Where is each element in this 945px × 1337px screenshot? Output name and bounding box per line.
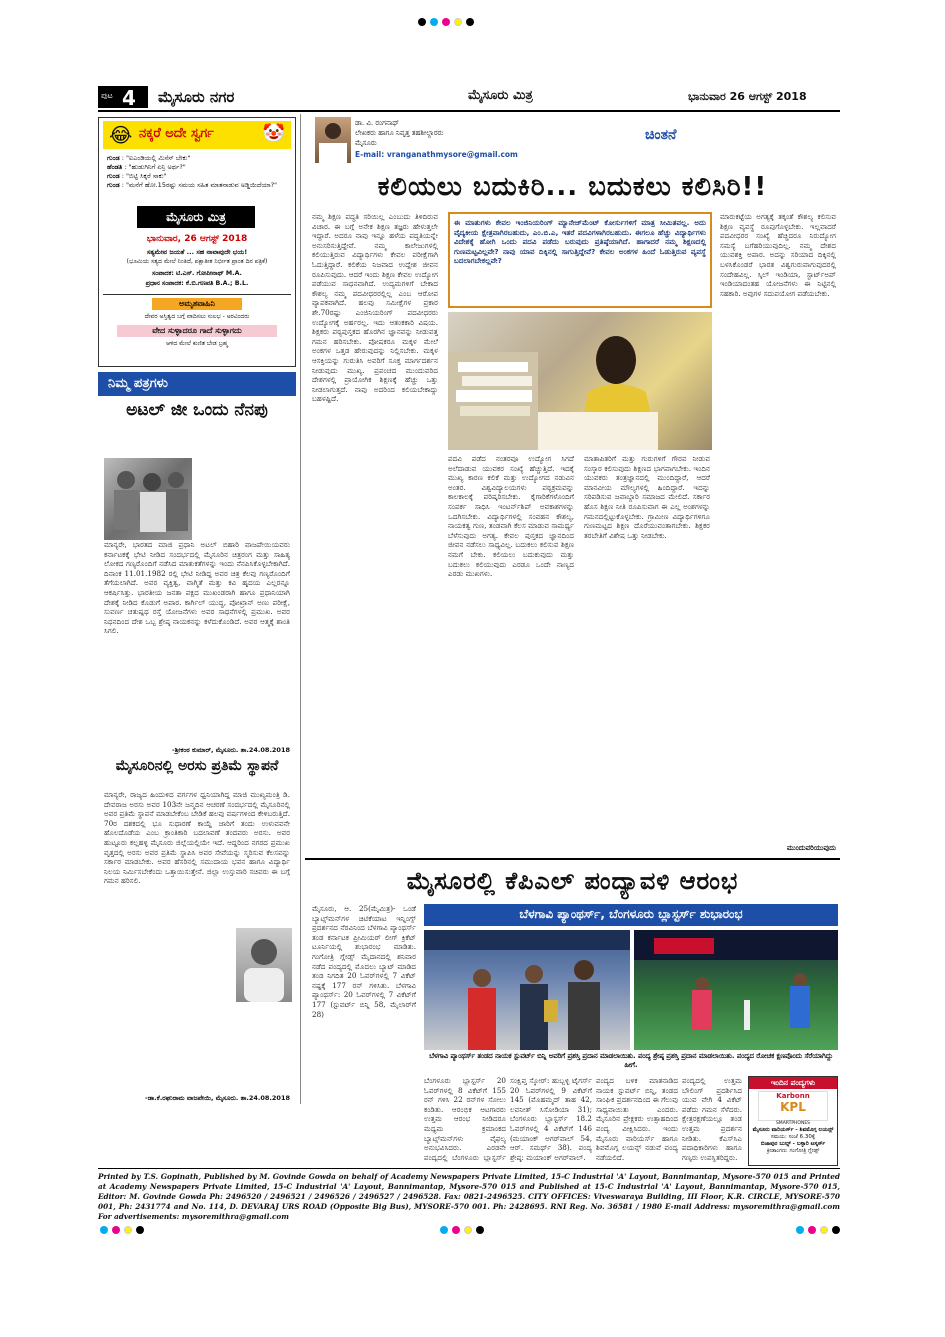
issue-date: ಭಾನುವಾರ 26 ಆಗಸ್ಟ್ 2018 (688, 90, 807, 103)
continued-label: ಮುಂದುವರಿಯುವುದು (786, 844, 836, 852)
humor-line: ಹೆಂಡತಿ : "ಹುಡುಗಿನಿಗೆ ಏನ್ರಿ ಅರ್ಥ?" (107, 163, 186, 171)
student-studying-photo-icon (448, 312, 712, 450)
date-line: ಭಾನುವಾರ, 26 ಆಗಸ್ಟ್ 2018 (146, 234, 248, 244)
editor-line: ಸಂಪಾದಕ: ಟಿ.ಎಸ್. ಗೋಪೀನಾಥ್ M.A. (152, 270, 242, 277)
portrait-icon (236, 928, 292, 1002)
page-number: 4 (122, 86, 136, 110)
amruta-line2: ಆಳಿದ ಮೇಲೆ ಕುಣಿತ ಬೇಡ ಬ್ರಹ್ಮ (166, 340, 228, 347)
kpl-subheadline-band: ಬೆಳಗಾವಿ ಪ್ಯಾಂಥರ್ಸ್, ಬೆಂಗಳೂರು ಬ್ಲಾಸ್ಟರ್ಸ್ ಶುಭಾರಂಭ (424, 904, 838, 926)
study-photo (448, 312, 712, 450)
section-title: ಮೈಸೂರು ನಗರ (158, 88, 235, 106)
match-1: ಮೈಸೂರು ವಾರಿಯರ್ಸ್ - ಶಿವಮೊಗ್ಗ ಲಯನ್ಸ್ (752, 1127, 834, 1133)
kpl-col3: ಸಂಕ್ಷಿಪ್ತ ಸ್ಕೋರ್: ಹುಬ್ಬಳ್ಳಿ ಟೈಗರ್ಸ್ 20 ಓವರ್‌ಗಳಲ್ಲಿ 9 ವಿಕೆಟ್‌ಗೆ 145 (ಮೊಹಮ್ಮದ್ ತಾಹ 42, ಲವನೀತ್ ಸಿಸೋಡಿಯಾ 31); ಬೆಂಗಳೂರು ಬ್ಲಾಸ್ಟರ್ಸ್ 18.2 ಓವರ್‌ಗಳಲ್ಲಿ 4 ವಿಕೆಟ್‌ಗೆ 146 (ಮಯಾಂಕ್ ಅಗರ್‌ವಾಲ್ 54, ಆರ್. ಸಮರ್ಥ್ 38). ಪಂದ್ಯ ಶ್ರೇಷ್ಠ: ಮಯಾಂಕ್ ಅಗರ್‌ವಾಲ್. (510, 1076, 592, 1162)
sponsor-logo (758, 1091, 828, 1121)
match-2: ಬಿಜಾಪುರ ಬುಲ್ಸ್ - ಬಳ್ಳಾರಿ ಟಸ್ಕರ್ಸ್ (760, 1141, 826, 1147)
column-divider (300, 114, 301, 1104)
humor-lines (107, 154, 291, 190)
laugh-emoji-icon: 😂 (109, 123, 133, 147)
amruta-title2: ವೇದ ಸುಳ್ಳಾದರೂ ಗಾದೆ ಸುಳ್ಳಾಗದು (117, 325, 277, 337)
humor-box (98, 117, 296, 367)
author-email[interactable]: E-mail: vranganathmysore@gmail.com (355, 150, 518, 159)
award-photo (424, 930, 630, 1050)
humor-title: ನಕ್ಕರೆ ಅದೇ ಸ್ವರ್ಗ (139, 126, 214, 141)
masthead (98, 86, 840, 108)
page-number-box (98, 86, 148, 108)
humor-title-bar (103, 121, 291, 149)
amruta-box (103, 294, 291, 364)
sponsor-sub: SMARTPHONES (775, 1121, 811, 1126)
match-1-time: ಸಮಯ: ಸಂಜೆ 6.30ಕ್ಕೆ (770, 1134, 816, 1140)
atal-text: ಮಾನ್ಯರೇ, ಭಾರತದ ಮಾಜಿ ಪ್ರಧಾನಿ ಅಟಲ್ ಬಿಹಾರಿ ವಾಜಪೇಯಿಯವರು ಕರ್ನಾಟಕಕ್ಕೆ ಭೇಟಿ ನೀಡಿದ ಸಂದರ್ಭದಲ್ಲಿ ಮೈಸೂರಿನ ಚಿತ್ರರಂಗ ಮತ್ತು ಸಾಹಿತ್ಯ ಲೋಕದ ಗಣ್ಯರೊಂದಿಗೆ ನಡೆಸಿದ ಮಾತುಕತೆಗಳನ್ನು ಇಂದು ನೆನಪಿಸಿಕೊಳ್ಳಬೇಕಾಗಿದೆ. ದಿನಾಂಕ 11.01.1982 ರಲ್ಲಿ ಭೇಟಿ ನೀಡಿದ್ದ ಅವರ ಚಿತ್ರ ಕೆಲವು ಗಣ್ಯರೊಂದಿಗೆ ತೆಗೆಯಲಾಗಿದೆ. ಅವರ ವ್ಯಕ್ತಿತ್ವ, ವಾಗ್ಮಿತೆ ಮತ್ತು ಕವಿ ಹೃದಯ ಎಲ್ಲರನ್ನೂ ಆಕರ್ಷಿಸಿತ್ತು. ಭಾರತೀಯ ಜನತಾ ಪಕ್ಷದ ಮುಖಂಡರಾಗಿ ಹಾಗೂ ಪ್ರಧಾನಿಯಾಗಿ ದೇಶಕ್ಕೆ ನೀಡಿದ ಕೊಡುಗೆ ಅಪಾರ. ಕಾರ್ಗಿಲ್ ಯುದ್ಧ, ಪೋಖ್ರಾನ್ ಅಣು ಪರೀಕ್ಷೆ, ಸುವರ್ಣ ಚತುಷ್ಪಥ ರಸ್ತೆ ಯೋಜನೆಗಳು ಅವರ ಸಾಧನೆಗಳಲ್ಲಿ ಪ್ರಮುಖ. ಅವರ ನಿಧನದಿಂದ ದೇಶ ಒಬ್ಬ ಶ್ರೇಷ್ಠ ನಾಯಕನನ್ನು ಕಳೆದುಕೊಂಡಿದೆ. ಅವರ ಆತ್ಮಕ್ಕೆ ಶಾಂತಿ ಸಿಗಲಿ. (104, 540, 290, 636)
author-role: ಲೇಖಕರು ಹಾಗೂ ನಿವೃತ್ತ ತಹಶೀಲ್ದಾರರು (355, 129, 444, 137)
imprint: Printed by T.S. Gopinath, Published by M. Govinde Gowda on behalf of Academy Newspapers Private Limited, 15-C Industrial 'A' Layout, Bannimantap, Mysore-570 015 and Printed at Academy Newspapers Private Limited, 15-C Industrial 'A' Layout, Bannimantap, Mysore-570 015 and Published at 15-C Industrial 'A' Layout, Bannimantap, Mysore-570 015, Editor: M. Govinde Gowda Ph: 2496520 / 2496521 / 2496526 / 2496527 / 2496528. Fax: 0821-2496525. CITY OFFICES: Viveswaraya Building, III Floor, K.R. CIRCLE, MYSORE-570 001, Ph: 2431774 and No. 114, D. DEVARAJ URS ROAD (Opposite Big Bus), MYSORE-570 001. Ph: 2428695. RNI Reg. No. 36581 / 1980 E-mail Address: mysoremithra@gmail.com For advertisements: mysoremithra@gmail.com (98, 1172, 840, 1221)
atal-title: ಅಟಲ್ ಜೀ ಒಂದು ನೆನಪು (126, 400, 268, 420)
amruta-title: ಅಮೃತವಾಹಿನಿ (152, 298, 242, 310)
arasu-title: ಮೈಸೂರಿನಲ್ಲಿ ಅರಸು ಪ್ರತಿಮೆ ಸ್ಥಾಪನೆ (115, 758, 279, 774)
section-rule (305, 858, 840, 860)
kpl-col2: ಬೆಂಗಳೂರು ಬ್ಲಾಸ್ಟರ್ಸ್ 20 ಓವರ್‌ಗಳಲ್ಲಿ 8 ವಿಕೆಟ್‌ಗೆ 155 ರನ್ ಗಳಿಸಿ 22 ರನ್‌ಗಳ ಸೋಲು ಕಂಡಿತು. ಆರಂಭಿಕ ಆಟಗಾರರು ಉತ್ತಮ ಆರಂಭ ನೀಡಿದರೂ ಮಧ್ಯಮ ಕ್ರಮಾಂಕದ ಬ್ಯಾಟ್ಸ್‌ಮನ್‌ಗಳು ವೈಫಲ್ಯ ಅನುಭವಿಸಿದರು. ಎರಡನೇ ಪಂದ್ಯದಲ್ಲಿ ಬೆಂಗಳೂರು ಬ್ಲಾಸ್ಟರ್ಸ್ (424, 1076, 506, 1162)
kpl-col4: ಪಂದ್ಯದ ಬಳಿಕ ಮಾತನಾಡಿದ ನಾಯಕ ಸ್ಟುವರ್ಟ್ ಬಿನ್ನಿ, ತಂಡದ ಸಾಂಘಿಕ ಪ್ರದರ್ಶನದಿಂದ ಈ ಗೆಲುವು ಸಾಧ್ಯವಾಯಿತು ಎಂದರು. ಮೈಸೂರಿನ ಪ್ರೇಕ್ಷಕರು ಉತ್ಸಾಹದಿಂದ ಪಂದ್ಯ ವೀಕ್ಷಿಸಿದರು. ಇಂದು ಮೈಸೂರು ವಾರಿಯರ್ಸ್ ಹಾಗೂ ಶಿವಮೊಗ್ಗ ಲಯನ್ಸ್ ನಡುವೆ ಪಂದ್ಯ ನಡೆಯಲಿದೆ. (596, 1076, 678, 1162)
chintane-col1: ನಮ್ಮ ಶಿಕ್ಷಣ ಪದ್ಧತಿ ಸರಿಯಿಲ್ಲ ಎಂಬುದು ತಿಳಿದಿರುವ ವಿಚಾರ. ಈ ಬಗ್ಗೆ ಅನೇಕ ಶಿಕ್ಷಣ ತಜ್ಞರು ಹೇಳುತ್ತಲೇ ಇದ್ದಾರೆ. ಅದರೂ ನಾವು ಇನ್ನೂ ಹಳೆಯ ಪದ್ಧತಿಯನ್ನೇ ಅನುಸರಿಸುತ್ತಿದ್ದೇವೆ. ನಮ್ಮ ಕಾಲೇಜುಗಳಲ್ಲಿ ಕಲಿಯುತ್ತಿರುವ ವಿದ್ಯಾರ್ಥಿಗಳು ಕೇವಲ ಪರೀಕ್ಷೆಗಾಗಿ ಓದುತ್ತಿದ್ದಾರೆ. ಕಲಿಕೆಯ ನಿಜವಾದ ಉದ್ದೇಶ ಜೀವನ ರೂಪಿಸುವುದು. ಆದರೆ ಇಂದು ಶಿಕ್ಷಣ ಕೇವಲ ಉದ್ಯೋಗ ಪಡೆಯುವ ಸಾಧನವಾಗಿದೆ. ಉದ್ಯಮಗಳಿಗೆ ಬೇಕಾದ ಕೌಶಲ್ಯ ನಮ್ಮ ಪದವೀಧರರಲ್ಲಿಲ್ಲ ಎಂಬ ಆರೋಪ ವ್ಯಾಪಕವಾಗಿದೆ. ಹಲವು ಸಮೀಕ್ಷೆಗಳ ಪ್ರಕಾರ ಶೇ.70ರಷ್ಟು ಎಂಜಿನಿಯರಿಂಗ್ ಪದವೀಧರರು ಉದ್ಯೋಗಕ್ಕೆ ಅರ್ಹರಲ್ಲ. ಇದು ಆತಂಕಕಾರಿ ವಿಷಯ. ಶಿಕ್ಷಕರು ಪಠ್ಯಪುಸ್ತಕದ ಹೊರಗಿನ ಜ್ಞಾನವನ್ನು ನೀಡುವತ್ತ ಗಮನ ಹರಿಸಬೇಕು. ಪೋಷಕರೂ ಮಕ್ಕಳ ಮೇಲೆ ಅಂಕಗಳ ಒತ್ತಡ ಹೇರುವುದನ್ನು ನಿಲ್ಲಿಸಬೇಕು. ಮಕ್ಕಳ ಆಸಕ್ತಿಯನ್ನು ಗುರುತಿಸಿ ಅವರಿಗೆ ಸೂಕ್ತ ಮಾರ್ಗದರ್ಶನ ನೀಡುವುದು ಮುಖ್ಯ. ಪ್ರಪಂಚದ ಮುಂದುವರಿದ ದೇಶಗಳಲ್ಲಿ ಪ್ರಾಯೋಗಿಕ ಶಿಕ್ಷಣಕ್ಕೆ ಹೆಚ್ಚು ಒತ್ತು ನೀಡಲಾಗುತ್ತದೆ. ನಾವು ಅದರಿಂದ ಕಲಿಯಬೇಕಾದ್ದು ಬಹಳಷ್ಟಿದೆ. (312, 212, 438, 404)
venue: ಕ್ರೀಡಾಂಗಣ: ಗಂಗೋತ್ರಿ ಗ್ಲೇಡ್ಸ್ (766, 1148, 820, 1154)
paper-logo: ಮೈಸೂರು ಮಿತ್ರ (137, 206, 255, 228)
pullquote: ಈ ಮಾತುಗಳು ಕೇವಲ ಇಂಜಿನಿಯರಿಂಗ್ ಮ್ಯಾನೇಜ್‌ಮೆಂಟ್ ಕೋರ್ಸುಗಳಿಗೆ ಮಾತ್ರ ಸೀಮಿತವಲ್ಲ. ಅದು ವೈದ್ಯಕೀಯ ಕ್ಷೇತ್ರವಾಗಿರಬಹುದು, ಎಂ.ಬಿ.ಎ, ಇತರೆ ಪದವಿಗಳಾಗಿರಬಹುದು. ಈಗಲೂ ಹೆಚ್ಚು ವಿದ್ಯಾರ್ಥಿಗಳು ವಿದೇಶಕ್ಕೆ ಹೋಗಿ ಒಂದು ಪದವಿ ಪಡೆದು ಬರುವುದು ಪ್ರತಿಷ್ಠೆಯಾಗಿದೆ. ಹಾಗಾದರೆ ನಮ್ಮ ಶಿಕ್ಷಣದಲ್ಲಿ ಗುಣಮಟ್ಟವಿಲ್ಲವೇ? ನಾವು ಯಾವ ದಿಕ್ಕಿನಲ್ಲಿ ಸಾಗುತ್ತಿದ್ದೇವೆ? ಕೇವಲ ಅಂಕಗಳ ಹಿಂದೆ ಓಡುತ್ತಿರುವ ವ್ಯವಸ್ಥೆ ಬದಲಾಗಬೇಕಲ್ಲವೇ? (454, 218, 706, 265)
masthead-rule (98, 110, 840, 112)
chintane-col2: ಪದವಿ ಪಡೆದ ನಂತರವೂ ಉದ್ಯೋಗ ಸಿಗದೆ ಅಲೆದಾಡುವ ಯುವಕರ ಸಂಖ್ಯೆ ಹೆಚ್ಚುತ್ತಿದೆ. ಇದಕ್ಕೆ ಮುಖ್ಯ ಕಾರಣ ಕಲಿಕೆ ಮತ್ತು ಉದ್ಯೋಗದ ನಡುವಿನ ಅಂತರ. ವಿಶ್ವವಿದ್ಯಾಲಯಗಳು ಪಠ್ಯಕ್ರಮವನ್ನು ಕಾಲಕಾಲಕ್ಕೆ ಪರಿಷ್ಕರಿಸಬೇಕು. ಕೈಗಾರಿಕೆಗಳೊಂದಿಗೆ ಸಂಪರ್ಕ ಸಾಧಿಸಿ ಇಂಟರ್ನ್‌ಶಿಪ್ ಅವಕಾಶಗಳನ್ನು ಒದಗಿಸಬೇಕು. ವಿದ್ಯಾರ್ಥಿಗಳಲ್ಲಿ ಸಂವಹನ ಕೌಶಲ್ಯ, ನಾಯಕತ್ವ ಗುಣ, ತಂಡವಾಗಿ ಕೆಲಸ ಮಾಡುವ ಸಾಮರ್ಥ್ಯ ಬೆಳೆಸುವುದು ಅಗತ್ಯ. ಕೇವಲ ಪುಸ್ತಕದ ಜ್ಞಾನದಿಂದ ಜೀವನ ನಡೆಸಲು ಸಾಧ್ಯವಿಲ್ಲ. ಬದುಕಲು ಕಲಿಸುವ ಶಿಕ್ಷಣ ನಮಗೆ ಬೇಕು. ಕಲಿಯಲು ಬದುಕುವುದು ಮತ್ತು ಬದುಕಲು ಕಲಿಯುವುದು ಎರಡೂ ಒಂದೇ ನಾಣ್ಯದ ಎರಡು ಮುಖಗಳು. (448, 454, 574, 579)
humor-line: ಗುಂಡ : "ಮನೆಗೆ ಹೋ.15ರಷ್ಟು ಸಮಯ ಸಹಿತ ಮಾತನಾಡುವ ಅಡ್ಡಿಯಿದೆಯಾ?" (107, 181, 278, 189)
publisher-line: ಪ್ರಧಾನ ಸಂಪಾದಕ: ಕೆ.ಬಿ.ಗಣಪತಿ B.A.; B.L. (145, 280, 249, 287)
chintane-label: ಚಿಂತನೆ (645, 127, 677, 143)
chintane-col3: ಮಾತಾಪಿತರಿಗೆ ಮತ್ತು ಗುರುಗಳಿಗೆ ಗೌರವ ನೀಡುವ ಸಂಸ್ಕಾರ ಕಲಿಸುವುದು ಶಿಕ್ಷಣದ ಭಾಗವಾಗಬೇಕು. ಇಂದಿನ ಯುವಕರು ತಂತ್ರಜ್ಞಾನದಲ್ಲಿ ಮುಂದಿದ್ದಾರೆ, ಆದರೆ ಮಾನವೀಯ ಮೌಲ್ಯಗಳಲ್ಲಿ ಹಿಂದಿದ್ದಾರೆ. ಇದನ್ನು ಸರಿಪಡಿಸುವ ಜವಾಬ್ದಾರಿ ಸಮಾಜದ ಮೇಲಿದೆ. ಸರ್ಕಾರ ಹೊಸ ಶಿಕ್ಷಣ ನೀತಿ ರೂಪಿಸುವಾಗ ಈ ಎಲ್ಲ ಅಂಶಗಳನ್ನು ಗಮನದಲ್ಲಿಟ್ಟುಕೊಳ್ಳಬೇಕು. ಗ್ರಾಮೀಣ ವಿದ್ಯಾರ್ಥಿಗಳಿಗೂ ಗುಣಮಟ್ಟದ ಶಿಕ್ಷಣ ದೊರೆಯುವಂತಾಗಬೇಕು. ಶಿಕ್ಷಕರ ತರಬೇತಿಗೆ ವಿಶೇಷ ಒತ್ತು ನೀಡಬೇಕು. (584, 454, 710, 540)
paper-name: ಮೈಸೂರು ಮಿತ್ರ (468, 88, 533, 103)
sponsor-name: Karbonn (776, 1092, 810, 1100)
humor-line: ಗುಂಡ : "ಐಎಂಡಿಯಲ್ಲಿ ಮಿಸೆಸ್ ಬೇಕು" (107, 154, 191, 162)
page-label: ಪುಟ (101, 91, 113, 100)
kpl-intro-col: ಮೈಸೂರು, ಆ. 25(ಮೈಮಿತ್ರ)- ಒಂಡೆ ಬ್ಯಾಟ್ಸ್‌ಮನ್‌ಗಳ ಚಿಟಿಕೆಯಾಟ ಇನ್ನಿಂಗ್ಸ್ ಪ್ರದರ್ಶನದ ನೆರವಿನಿಂದ ಬೆಳಗಾವಿ ಪ್ಯಾಂಥರ್ಸ್ ತಂಡ ಕರ್ನಾಟಕ ಪ್ರೀಮಿಯರ್ ಲೀಗ್ ಕ್ರಿಕೆಟ್ ಟೂರ್ನಿಯಲ್ಲಿ ಶುಭಾರಂಭ ಮಾಡಿತು. ಗಂಗೋತ್ರಿ ಗ್ಲೇಡ್ಸ್ ಮೈದಾನದಲ್ಲಿ ಶನಿವಾರ ನಡೆದ ಪಂದ್ಯದಲ್ಲಿ ಮೊದಲು ಬ್ಯಾಟ್ ಮಾಡಿದ ತಂಡ ನಿಗದಿತ 20 ಓವರ್‌ಗಳಲ್ಲಿ 7 ವಿಕೆಟ್ ನಷ್ಟಕ್ಕೆ 177 ರನ್ ಗಳಿಸಿತು. ಬೆಳಗಾವಿ ಪ್ಯಾಂಥರ್ಸ್: 20 ಓವರ್‌ಗಳಲ್ಲಿ 7 ವಿಕೆಟ್‌ಗೆ 177 (ಸ್ಟುವರ್ಟ್ ಬಿನ್ನಿ 58, ಮೈಲಾರ್‌ಗೆ 28) (312, 904, 416, 1019)
sub-slogan: (ಭೂಮಿಯ ಸತ್ಯದ ಮೇಲೆ ನಿಂತಿದೆ, ಪಕ್ಷಾತೀತ ನಿರ್ಭೀತ ಪ್ರಾಂತ ದಿನ ಪತ್ರಿಕೆ) (126, 258, 268, 265)
today-matches-box (748, 1076, 838, 1166)
author-title: ಡಾ. ವಿ. ರಂಗನಾಥ್ (355, 119, 400, 127)
amruta-line: ದೇವರ ಅಸ್ತಿತ್ವದ ಬಗ್ಗೆ ವಾದಿಸಲು ಸುಲಭ - ಅರವಿಂದರು (144, 313, 250, 320)
arasu-text: ಮಾನ್ಯರೇ, ರಾಜ್ಯದ ಹಿಂದುಳಿದ ವರ್ಗಗಳ ಧ್ವನಿಯಾಗಿದ್ದ ಮಾಜಿ ಮುಖ್ಯಮಂತ್ರಿ ಡಿ. ದೇವರಾಜ ಅರಸು ಅವರ 103ನೇ ಜನ್ಮದಿನ ಆಚರಣೆ ಸಂದರ್ಭದಲ್ಲಿ ಮೈಸೂರಿನಲ್ಲಿ ಅವರ ಪ್ರತಿಮೆ ಸ್ಥಾಪನೆ ಮಾಡಬೇಕೆಂಬ ಬೇಡಿಕೆ ಹಲವು ವರ್ಷಗಳಿಂದ ಕೇಳಿಬರುತ್ತಿದೆ. 70ರ ದಶಕದಲ್ಲಿ ಭೂ ಸುಧಾರಣೆ ಕಾಯ್ದೆ ಜಾರಿಗೆ ತಂದು ಉಳುವವನೇ ಹೊಲದೊಡೆಯ ಎಂಬ ಕ್ರಾಂತಿಕಾರಿ ಬದಲಾವಣೆ ತಂದವರು ಅರಸು. ಅವರ ಹುಟ್ಟೂರು ಕಲ್ಲಹಳ್ಳಿ ಮೈಸೂರು ಜಿಲ್ಲೆಯಲ್ಲಿಯೇ ಇದೆ. ಆದ್ದರಿಂದ ನಗರದ ಪ್ರಮುಖ ವೃತ್ತದಲ್ಲಿ ಅರಸು ಅವರ ಪ್ರತಿಮೆ ಸ್ಥಾಪಿಸಿ ಅವರ ಸೇವೆಯನ್ನು ಸ್ಮರಿಸುವ ಕೆಲಸವನ್ನು ಸರ್ಕಾರ ಮಾಡಬೇಕು. ಅವರ ಹೆಸರಿನಲ್ಲಿ ಸಮುದಾಯ ಭವನ ಹಾಗೂ ವಿದ್ಯಾರ್ಥಿ ನಿಲಯ ನಿರ್ಮಿಸಬೇಕೆಂದು ಒತ್ತಾಯಿಸುತ್ತೇನೆ. ಜಿಲ್ಲಾ ಉಸ್ತುವಾರಿ ಸಚಿವರು ಈ ಬಗ್ಗೆ ಗಮನ ಹರಿಸಲಿ. (104, 790, 290, 886)
cricket-action-photo-icon (634, 930, 838, 1050)
atal-sign: -ಶ್ರೀಕಂಠ ಕುಮಾರ್, ಮೈಸೂರು. ತಾ.24.08.2018 (172, 746, 290, 754)
kpl-photo-caption: ಬೆಳಗಾವಿ ಪ್ಯಾಂಥರ್ಸ್ ತಂಡದ ನಾಯಕ ಸ್ಟುವರ್ಟ್ ಬಿನ್ನಿ ಅವರಿಗೆ ಪ್ರಶಸ್ತಿ ಪ್ರದಾನ ಮಾಡಲಾಯಿತು. ಪಂದ್ಯ ಶ್ರೇಷ್ಠ ಪ್ರಶಸ್ತಿ ಪ್ರದಾನ ಮಾಡಲಾಯಿತು. ಪಂದ್ಯದ ರೋಚಕ ಕ್ಷಣವೊಂದು ಸೆರೆಯಾಗಿದ್ದು ಹೀಗೆ. (429, 1052, 833, 1069)
author-photo (315, 117, 351, 163)
humor-line: ಗುಂಡ : "ಬಿಟ್ಟಿ ಸಿಕ್ಕರೆ ಸಾಕು" (107, 172, 167, 180)
kpl-logo: KPL (780, 1100, 806, 1114)
author-city: ಮೈಸೂರು (355, 139, 377, 147)
cricket-photo (634, 930, 838, 1050)
chintane-col4: ಮಾರುಕಟ್ಟೆಯ ಅಗತ್ಯಕ್ಕೆ ತಕ್ಕಂತೆ ಕೌಶಲ್ಯ ಕಲಿಸುವ ಶಿಕ್ಷಣ ವ್ಯವಸ್ಥೆ ರೂಪುಗೊಳ್ಳಬೇಕು. ಇಲ್ಲವಾದರೆ ಪದವೀಧರರ ಸಂಖ್ಯೆ ಹೆಚ್ಚಿದರೂ ನಿರುದ್ಯೋಗ ಸಮಸ್ಯೆ ಬಗೆಹರಿಯುವುದಿಲ್ಲ. ನಮ್ಮ ದೇಶದ ಯುವಶಕ್ತಿ ಅಪಾರ. ಅದನ್ನು ಸರಿಯಾದ ದಿಕ್ಕಿನಲ್ಲಿ ಬಳಸಿಕೊಂಡರೆ ಭಾರತ ವಿಶ್ವಗುರುವಾಗುವುದರಲ್ಲಿ ಸಂದೇಹವಿಲ್ಲ. ಸ್ಕಿಲ್ ಇಂಡಿಯಾ, ಸ್ಟಾರ್ಟ್‌ಅಪ್ ಇಂಡಿಯಾದಂತಹ ಯೋಜನೆಗಳು ಈ ನಿಟ್ಟಿನಲ್ಲಿ ಸಹಕಾರಿ. ಅವುಗಳ ಸದುಪಯೋಗ ಪಡೆಯಬೇಕು. (720, 212, 836, 298)
today-title: ಇಂದಿನ ಪಂದ್ಯಗಳು (749, 1077, 837, 1089)
kpl-col5: ಪಂದ್ಯದಲ್ಲಿ ಉತ್ತಮ ಬೌಲಿಂಗ್ ಪ್ರದರ್ಶಿಸಿದ ಯುವ ವೇಗಿ 4 ವಿಕೆಟ್ ಪಡೆದು ಗಮನ ಸೆಳೆದರು. ಕ್ಷೇತ್ರರಕ್ಷಣೆಯಲ್ಲೂ ತಂಡ ಉತ್ತಮ ಪ್ರದರ್ಶನ ನೀಡಿತು. ಕೆಎಸ್‌ಸಿಎ ಪದಾಧಿಕಾರಿಗಳು ಹಾಗೂ ಗಣ್ಯರು ಉಪಸ್ಥಿತರಿದ್ದರು. (682, 1076, 742, 1162)
letters-header: ನಿಮ್ಮ ಪತ್ರಗಳು (98, 372, 296, 396)
award-ceremony-photo-icon (424, 930, 630, 1050)
author-portrait-icon (315, 117, 351, 163)
cartoon-icon: 🤡 (262, 123, 285, 144)
chintane-header (305, 117, 840, 167)
arasu-sign: -ಡಾ.ಕೆ.ರಘುರಾಮ ವಾಜಪೇಯಿ, ಮೈಸೂರು. ತಾ.24.08.2018 (145, 1094, 290, 1102)
chintane-headline: ಕಲಿಯಲು ಬದುಕಿರಿ... ಬದುಕಲು ಕಲಿಸಿರಿ!! (377, 172, 768, 202)
arasu-photo (236, 928, 292, 1002)
pullquote-box (448, 212, 712, 308)
slogan: ಸತ್ಯಮೇವ ಜಯತೆ ... ಸಹ ನಾವಾವುದೇ ಭಯ! (146, 248, 248, 256)
kpl-headline: ಮೈಸೂರಲ್ಲಿ ಕೆಪಿಎಲ್ ಪಂದ್ಯಾವಳಿ ಆರಂಭ (406, 867, 739, 895)
footer-rule (98, 1168, 840, 1169)
